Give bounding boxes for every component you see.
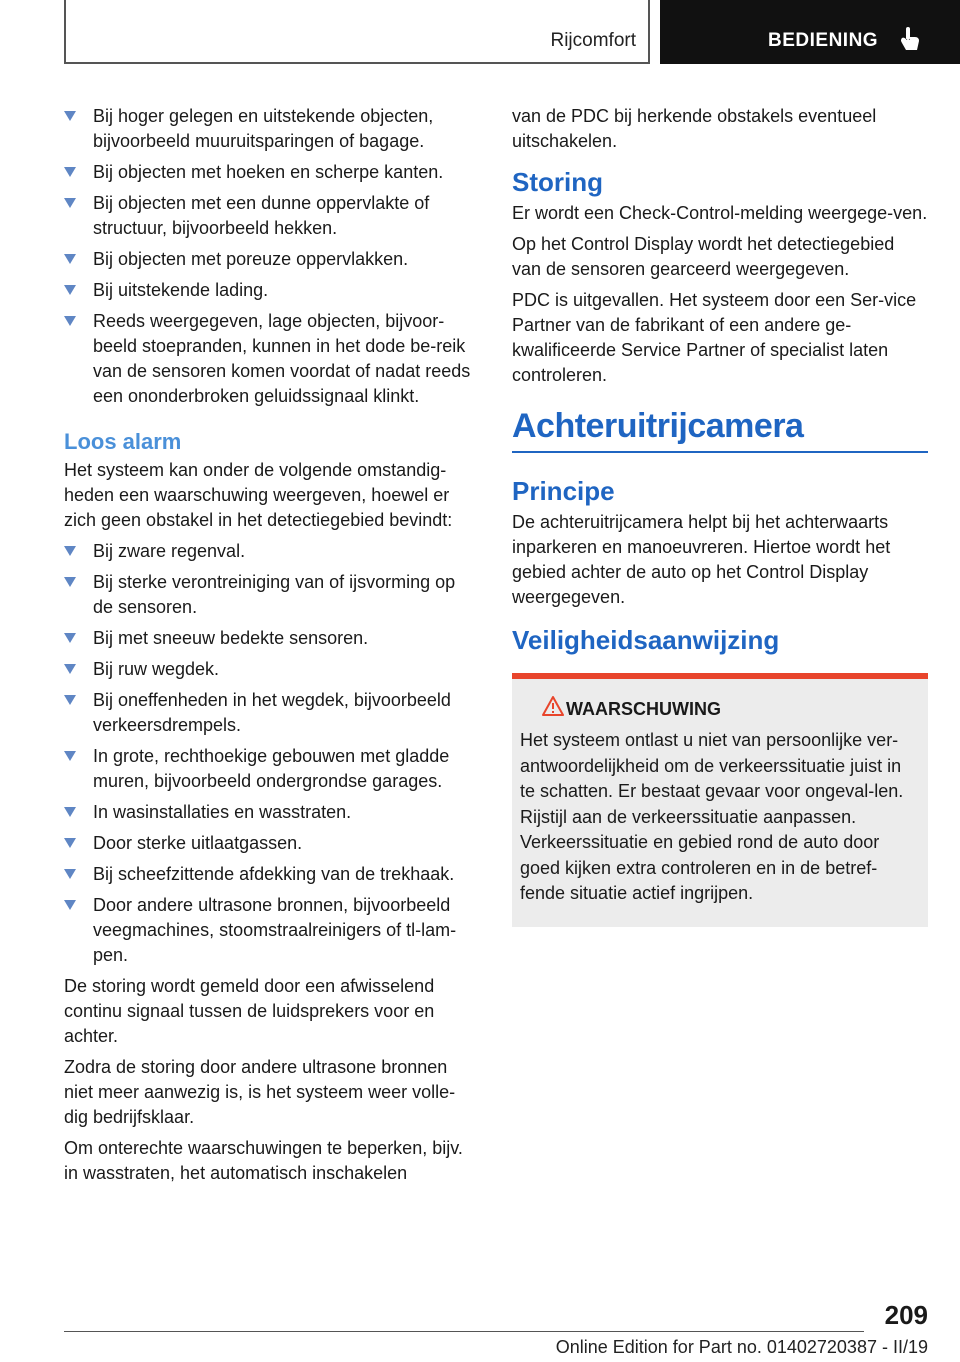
list-item: Bij sterke verontreiniging van of ijsvorming op de sensoren. <box>64 570 478 620</box>
bullet-triangle-icon <box>64 254 76 264</box>
right-column <box>512 104 928 927</box>
paragraph-ready: Zodra de storing door andere ultrasone bronnen niet meer aanwezig is, is het systeem weer volle-dig bedrijfsklaar. <box>64 1057 456 1127</box>
bullet-triangle-icon <box>64 838 76 848</box>
bullet-list-conditions <box>64 539 478 968</box>
bullet-list-objects <box>64 104 478 409</box>
footer-divider <box>64 1331 864 1332</box>
bullet-triangle-icon <box>64 316 76 326</box>
header-chapter-label: BEDIENING <box>768 30 879 51</box>
bullet-triangle-icon <box>64 285 76 295</box>
list-item: Bij uitstekende lading. <box>64 278 478 303</box>
list-item: Bij oneffenheden in het wegdek, bijvoorbeeld verkeersdrempels. <box>64 688 478 738</box>
paragraph-limit-warnings: Om onterechte waarschuwingen te beperken, bijv. in wasstraten, het automatisch inschakelen <box>64 1138 463 1183</box>
list-item: Door andere ultrasone bronnen, bijvoorbeeld veegmachines, stoomstraalreinigers of tl-lam-pen. <box>64 893 478 968</box>
footer-edition: Online Edition for Part no. 01402720387 - II/19 <box>555 1337 928 1357</box>
list-item: Bij scheefzittende afdekking van de trekhaak. <box>64 862 478 887</box>
warning-text: Het systeem ontlast u niet van persoonlijke ver-antwoordelijkheid om de verkeerssituatie juist in te schatten. Er bestaat gevaar voor ongeval-len. Rijstijl aan de verkeerssituatie aanpassen. Verkeerssituatie en gebied rond de auto door goed kijken extra controleren en in de betref-fende situatie actief ingrijpen. <box>520 730 904 903</box>
list-item: In grote, rechthoekige gebouwen met gladde muren, bijvoorbeeld ondergrondse garages. <box>64 744 478 794</box>
warning-title-row <box>520 697 920 722</box>
paragraph-storing-1: Er wordt een Check-Control-melding weergege-ven. <box>512 203 928 223</box>
list-item: Reeds weergegeven, lage objecten, bijvoor-beeld stoepranden, kunnen in het dode be-reik van de sensoren komen voordat of nadat reeds een ononderbroken geluidssignaal klinkt. <box>64 309 478 409</box>
bullet-triangle-icon <box>64 577 76 587</box>
paragraph-principe: De achteruitrijcamera helpt bij het achterwaarts inparkeren en manoeuvreren. Hiertoe wordt het gebied achter de auto op het Control Display weergegeven. <box>512 512 891 607</box>
page-number: 209 <box>884 1300 928 1330</box>
warning-triangle-icon <box>542 695 564 717</box>
list-item: Bij hoger gelegen en uitstekende objecten, bijvoorbeeld muuruitsparingen of bagage. <box>64 104 478 154</box>
bullet-triangle-icon <box>64 807 76 817</box>
header-section-title: Rijcomfort <box>550 30 636 51</box>
paragraph-storing-signal: De storing wordt gemeld door een afwisselend continu signaal tussen de luidsprekers voor en achter. <box>64 976 435 1046</box>
list-item: Bij objecten met hoeken en scherpe kanten. <box>64 160 478 185</box>
list-item: Bij met sneeuw bedekte sensoren. <box>64 626 478 651</box>
heading-loos-alarm: Loos alarm <box>64 429 182 454</box>
list-item: Bij ruw wegdek. <box>64 657 478 682</box>
bullet-triangle-icon <box>64 633 76 643</box>
paragraph-storing-2: Op het Control Display wordt het detectiegebied van de sensoren gearceerd weergegeven. <box>512 234 895 279</box>
list-item: Door sterke uitlaatgassen. <box>64 831 478 856</box>
bullet-triangle-icon <box>64 695 76 705</box>
paragraph-storing-3: PDC is uitgevallen. Het systeem door een Ser-vice Partner van de fabrikant of een andere ge-kwalificeerde Service Partner of specialist laten controleren. <box>512 290 917 385</box>
warning-box <box>512 673 928 927</box>
list-item: Bij objecten met een dunne oppervlakte of structuur, bijvoorbeeld hekken. <box>64 191 478 241</box>
hand-pointer-icon <box>898 26 920 52</box>
heading-achteruitrijcamera: Achteruitrijcamera <box>512 414 928 453</box>
bullet-triangle-icon <box>64 869 76 879</box>
bullet-triangle-icon <box>64 111 76 121</box>
bullet-triangle-icon <box>64 198 76 208</box>
bullet-triangle-icon <box>64 546 76 556</box>
left-column <box>64 104 478 1192</box>
list-item: Bij zware regenval. <box>64 539 478 564</box>
heading-storing: Storing <box>512 167 603 197</box>
heading-veiligheidsaanwijzing: Veiligheidsaanwijzing <box>512 625 780 655</box>
bullet-triangle-icon <box>64 900 76 910</box>
heading-principe: Principe <box>512 476 615 506</box>
bullet-triangle-icon <box>64 167 76 177</box>
header-section-box <box>64 0 650 64</box>
header-chapter-tab <box>660 0 960 64</box>
bullet-triangle-icon <box>64 751 76 761</box>
paragraph-continuation: van de PDC bij herkende obstakels eventueel uitschakelen. <box>512 106 877 151</box>
list-item: Bij objecten met poreuze oppervlakken. <box>64 247 478 272</box>
list-item: In wasinstallaties en wasstraten. <box>64 800 478 825</box>
warning-title: WAARSCHUWING <box>566 699 721 719</box>
paragraph-loos-intro: Het systeem kan onder de volgende omstandig-heden een waarschuwing weergeven, hoewel er zich geen obstakel in het detectiegebied bevindt: <box>64 460 453 530</box>
bullet-triangle-icon <box>64 664 76 674</box>
